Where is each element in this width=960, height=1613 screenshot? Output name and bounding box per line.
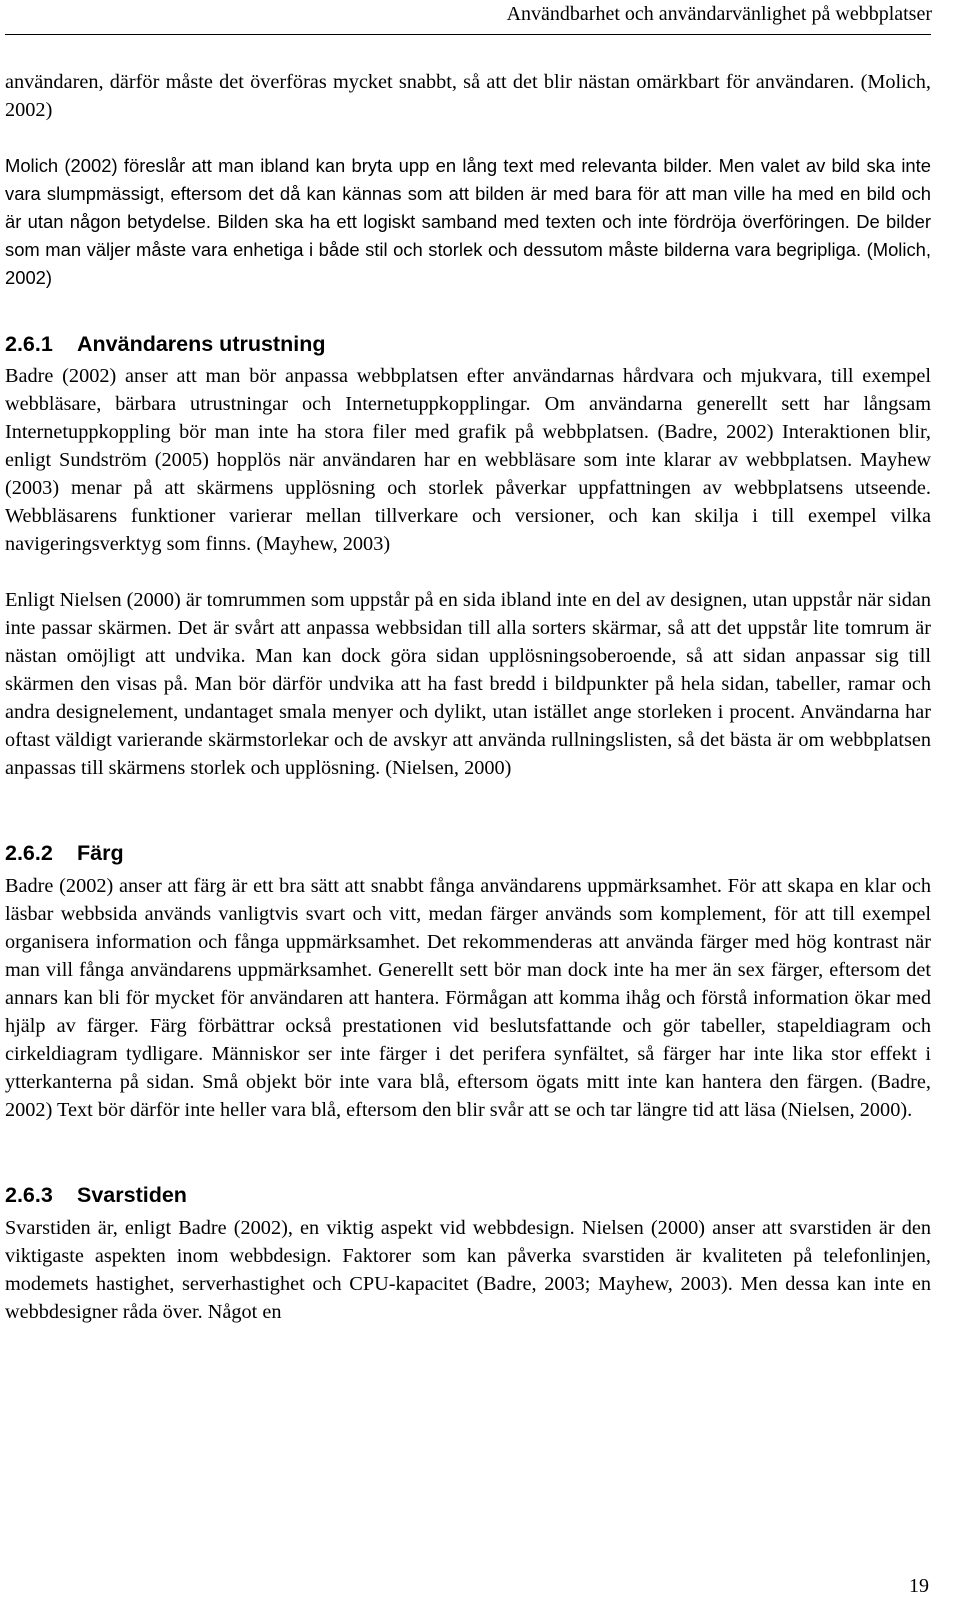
section-number: 2.6.3 <box>5 1183 53 1207</box>
running-header: Användbarhet och användarvänlighet på webbplatser <box>506 3 932 25</box>
section-heading-2-6-3 <box>5 1181 931 1209</box>
intro-paragraph-1: användaren, därför måste det överföras mycket snabbt, så att det blir nästan omärkbart för användaren. (Molich, 2002) <box>5 71 931 121</box>
page-body <box>5 68 931 1326</box>
section-heading-2-6-1 <box>5 330 931 358</box>
section-2-6-1-paragraph-2: Enligt Nielsen (2000) är tomrummen som uppstår på en sida ibland inte en del av designen, utan uppstår när sidan inte passar skärmen. Det är svårt att anpassa webbsidan till alla sorters skärmar, så att det uppstår lite tomrum är nästan omöjligt att undvika. Man kan dock göra sidan upplösningsoberoende, så att sidan anpassar sig till skärmen den visas på. Man bör därför undvika att ha fast bredd i bildpunkter på hela sidan, tabeller, ramar och andra designelement, undantaget smala menyer och dylikt, utan istället ange storleken i procent. Användarna har oftast väldigt varierande skärmstorlekar och de avskyr att använda rullningslisten, så det bästa är om webbplatsen anpassas till skärmens storlek och upplösning. (Nielsen, 2000) <box>5 589 931 779</box>
section-title: Användarens utrustning <box>77 332 326 356</box>
section-heading-2-6-2 <box>5 839 931 867</box>
section-number: 2.6.2 <box>5 841 53 865</box>
section-title: Färg <box>77 841 124 865</box>
section-2-6-3-paragraph-1: Svarstiden är, enligt Badre (2002), en viktig aspekt vid webbdesign. Nielsen (2000) anser att svarstiden är den viktigaste aspekten inom webbdesign. Faktorer som kan påverka svarstiden är kvaliteten på telefonlinjen, modemets hastighet, serverhastighet och CPU-kapacitet (Badre, 2003; Mayhew, 2003). Men dessa kan inte en webbdesigner råda över. Något en <box>5 1217 931 1323</box>
section-2-6-1-paragraph-1: Badre (2002) anser att man bör anpassa webbplatsen efter användarnas hårdvara och mjukvara, till exempel webbläsare, bärbara utrustningar och Internetuppkopplingar. Om användarna generellt sett har långsam Internetuppkoppling bör man inte ha stora filer med grafik på webbplatsen. (Badre, 2002) Interaktionen blir, enligt Sundström (2005) hopplös när användaren har en webbläsare som inte klarar av webbplatsen. Mayhew (2003) menar på att skärmens upplösning och storlek påverkar uppfattningen av webbplatsens utseende. Webbläsarens funktioner varierar mellan tillverkare och versioner, och kan skilja i till exempel vilka navigeringsverktyg som finns. (Mayhew, 2003) <box>5 365 931 555</box>
section-title: Svarstiden <box>77 1183 187 1207</box>
intro-paragraph-2: Molich (2002) föreslår att man ibland kan bryta upp en lång text med relevanta bilder. Men valet av bild ska inte vara slumpmässigt, eftersom det då kan kännas som att bilden är med bara för att man ville ha med en bild och är utan någon betydelse. Bilden ska ha ett logiskt samband med texten och inte fördröja överföringen. De bilder som man väljer måste vara enhetiga i både stil och storlek och dessutom måste bilderna vara begripliga. (Molich, 2002) <box>5 155 931 288</box>
section-2-6-2-paragraph-1: Badre (2002) anser att färg är ett bra sätt att snabbt fånga användarens uppmärksamhet. För att skapa en klar och läsbar webbsida används vanligtvis svart och vitt, medan färger används som komplement, för att till exempel organisera information och fånga uppmärksamhet. Det rekommenderas att använda färger med hög kontrast när man vill fånga användarens uppmärksamhet. Generellt sett bör man dock inte ha mer än sex färger, eftersom det annars kan bli för mycket för användaren att hantera. Förmågan att komma ihåg och förstå information ökar med hjälp av färger. Färg förbättrar också prestationen vid beslutsfattande och gör tabeller, stapeldiagram och cirkeldiagram tydligare. Människor ser inte färger i det perifera synfältet, så färger har inte lika stor effekt i ytterkanterna på sidan. Små objekt bör inte vara blå, eftersom ögats mitt inte kan hantera den färgen. (Badre, 2002) Text bör därför inte heller vara blå, eftersom den blir svår att se och tar längre tid att läsa (Nielsen, 2000). <box>5 875 931 1121</box>
section-number: 2.6.1 <box>5 332 53 356</box>
header-divider <box>5 34 931 35</box>
page-number: 19 <box>909 1575 929 1597</box>
